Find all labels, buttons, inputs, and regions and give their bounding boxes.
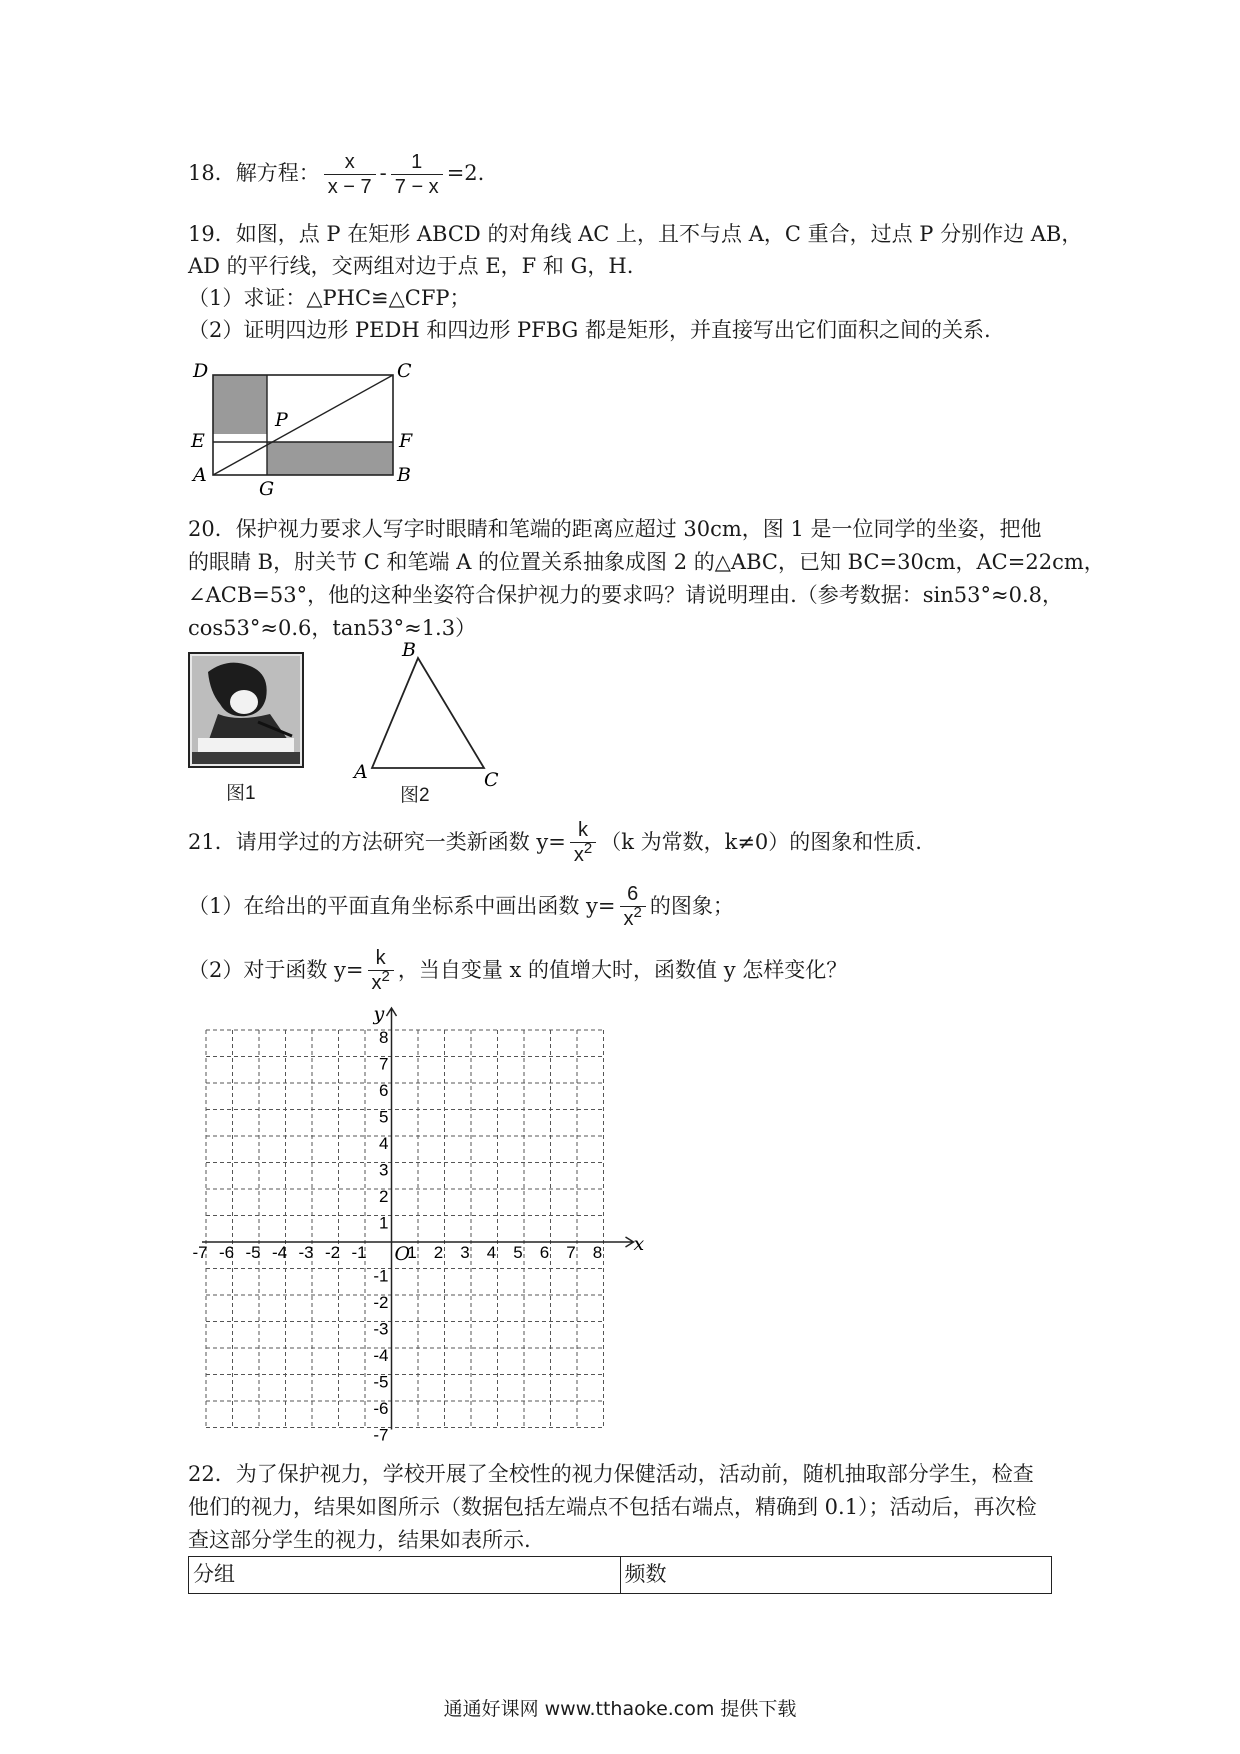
q18-f2-num: 1 — [391, 150, 443, 175]
label-f: F — [399, 430, 413, 452]
fig2-caption: 图2 — [400, 785, 430, 806]
tri-label-c: C — [484, 769, 499, 791]
x-tick-label: -4 — [271, 1243, 288, 1262]
triangle-abc — [372, 658, 484, 768]
q21-line-3 — [188, 946, 847, 997]
x-tick-label: 1 — [407, 1243, 417, 1262]
x-tick-label: 4 — [486, 1243, 497, 1262]
tick-labels — [192, 1028, 602, 1445]
y-tick-label: -5 — [373, 1372, 389, 1392]
shaded-rect-pfbg — [267, 442, 393, 475]
q22-line-2: 他们的视力，结果如图所示（数据包括左端点不包括右端点，精确到 0.1）；活动后，再次检 — [188, 1495, 1037, 1519]
q19-line-4: （2）证明四边形 PEDH 和四边形 PFBG 都是矩形，并直接写出它们面积之间的关系. — [188, 318, 991, 342]
grid-lines — [206, 1030, 604, 1428]
q21-line-1 — [188, 818, 922, 869]
label-a: A — [193, 464, 207, 486]
q21-f1-exp: 2 — [583, 840, 593, 857]
label-c: C — [397, 360, 412, 382]
q21-f1-den: x — [573, 844, 584, 866]
q20-line-1: 20．保护视力要求人写字时眼睛和笔端的距离应超过 30cm，图 1 是一位同学的坐姿，把他 — [188, 517, 1042, 541]
y-tick-label: -4 — [373, 1346, 389, 1365]
y-tick-label: -6 — [373, 1399, 389, 1418]
y-tick-label: 4 — [379, 1134, 389, 1153]
q18-fraction-1 — [324, 150, 376, 199]
y-tick-label: 2 — [379, 1187, 389, 1206]
x-tick-label: 7 — [566, 1243, 576, 1262]
q22-line-1: 22．为了保护视力，学校开展了全校性的视力保健活动，活动前，随机抽取部分学生，检查 — [188, 1462, 1034, 1486]
axis-x-label: x — [633, 1233, 645, 1255]
table-header-frequency: 频数 — [620, 1557, 1052, 1593]
tri-label-a: A — [354, 761, 368, 783]
y-tick-label: 3 — [379, 1160, 389, 1180]
q18-fraction-2 — [391, 150, 443, 199]
y-tick-label: 7 — [379, 1054, 389, 1074]
y-tick-label: 5 — [379, 1107, 389, 1127]
x-tick-label: -7 — [192, 1243, 208, 1262]
q21-line1-post: （k 为常数，k≠0）的图象和性质. — [600, 830, 922, 854]
x-tick-label: 2 — [433, 1243, 444, 1262]
q21-line2-pre: （1）在给出的平面直角坐标系中画出函数 y= — [188, 894, 616, 918]
q21-line3-post: ，当自变量 x 的值增大时，函数值 y 怎样变化？ — [397, 958, 848, 982]
y-tick-label: -7 — [373, 1425, 389, 1445]
origin-label: O — [394, 1243, 411, 1265]
y-tick-label: -2 — [373, 1293, 389, 1312]
q21-fraction-3 — [368, 946, 394, 997]
q21-line1-pre: 21．请用学过的方法研究一类新函数 y= — [188, 830, 566, 854]
x-tick-label: 8 — [592, 1243, 603, 1262]
q21-coordinate-grid — [186, 1000, 645, 1445]
x-tick-label: -3 — [298, 1243, 314, 1262]
q21-line2-post: 的图象； — [649, 894, 734, 918]
q21-fraction-1 — [570, 818, 596, 869]
x-tick-label: -2 — [324, 1243, 341, 1262]
q20-line-2: 的眼睛 B，肘关节 C 和笔端 A 的位置关系抽象成图 2 的△ABC，已知 BC=30cm，AC=22cm， — [188, 550, 1105, 574]
fig1-caption: 图1 — [226, 783, 256, 804]
q19-rectangle-figure — [185, 355, 425, 500]
q20-triangle-figure — [350, 640, 510, 790]
q18-f2-den: 7 − x — [394, 176, 439, 198]
q21-f2-den: x — [623, 908, 634, 930]
x-tick-label: 6 — [539, 1243, 550, 1262]
q21-line3-pre: （2）对于函数 y= — [188, 958, 364, 982]
q18-minus: - — [379, 161, 387, 185]
q19-line-2: AD 的平行线，交两组对边于点 E，F 和 G，H. — [188, 254, 634, 278]
x-tick-label: -1 — [351, 1243, 367, 1262]
q18-f1-den: x − 7 — [327, 176, 372, 198]
y-tick-label: -3 — [373, 1319, 389, 1339]
x-tick-label: 3 — [460, 1243, 470, 1262]
q22-table — [188, 1556, 1052, 1594]
label-e: E — [191, 430, 205, 452]
y-tick-label: 1 — [379, 1213, 389, 1233]
q19-line-1: 19．如图，点 P 在矩形 ABCD 的对角线 AC 上，且不与点 A，C 重合，过点 P 分别作边 AB， — [188, 222, 1083, 246]
q21-line-2 — [188, 882, 734, 933]
q22-line-3: 查这部分学生的视力，结果如表所示. — [188, 1528, 531, 1552]
q18-suffix: =2. — [446, 161, 485, 185]
x-tick-label: -6 — [218, 1243, 235, 1262]
label-g: G — [259, 478, 275, 500]
table-header-group: 分组 — [193, 1562, 235, 1586]
q18-prefix: 18．解方程： — [188, 161, 320, 185]
label-d: D — [193, 360, 209, 382]
q19-line-3: （1）求证：△PHC≌△CFP； — [188, 286, 471, 310]
q20-photo-figure — [188, 652, 304, 768]
q21-f1-num: k — [570, 818, 596, 843]
q21-f3-den: x — [371, 972, 382, 994]
q21-f2-num: 6 — [620, 882, 646, 907]
q20-line-3: ∠ACB=53°，他的这种坐姿符合保护视力的要求吗？请说明理由.（参考数据：sin53°≈0.8， — [188, 583, 1063, 607]
q21-f3-exp: 2 — [381, 968, 390, 985]
axis-y-label: y — [373, 1003, 385, 1025]
x-tick-label: -5 — [245, 1243, 261, 1262]
q21-f2-exp: 2 — [633, 904, 642, 921]
q20-line-4: cos53°≈0.6，tan53°≈1.3） — [188, 616, 477, 640]
q18-f1-num: x — [324, 150, 376, 175]
tri-label-b: B — [402, 639, 416, 661]
y-tick-label: -1 — [373, 1266, 389, 1286]
y-tick-label: 6 — [379, 1081, 389, 1100]
label-b: B — [397, 464, 411, 486]
y-tick-label: 8 — [379, 1028, 389, 1047]
x-tick-label: 5 — [513, 1243, 523, 1262]
q21-fraction-2 — [620, 882, 646, 933]
q18-line — [188, 150, 484, 199]
q21-f3-num: k — [368, 946, 394, 971]
shaded-rect-pedh — [213, 375, 267, 434]
footer-text: 通通好课网 www.tthaoke.com 提供下载 — [443, 1698, 797, 1720]
label-p: P — [275, 409, 288, 431]
